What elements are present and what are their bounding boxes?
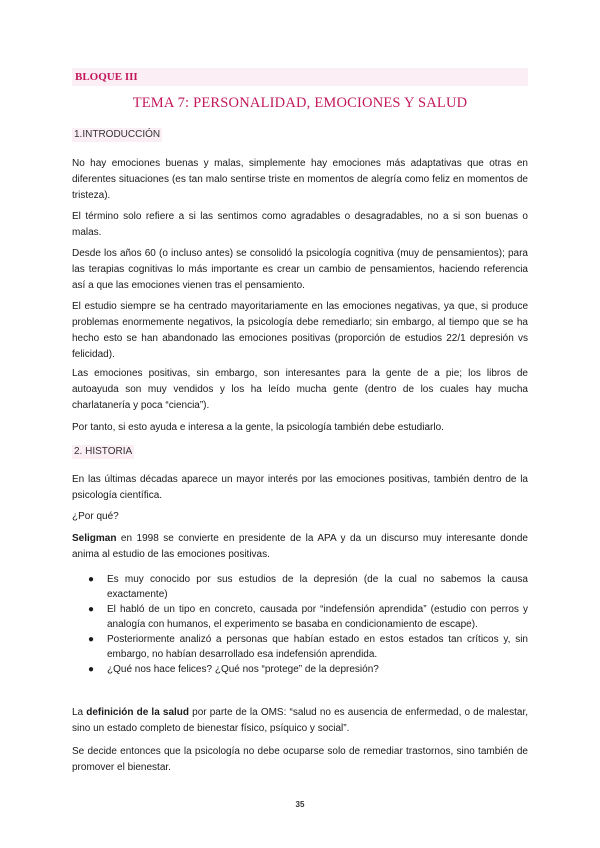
list-item bbox=[72, 633, 528, 662]
list-item bbox=[72, 573, 528, 602]
intro-paragraph-4: El estudio siempre se ha centrado mayoritariamente en las emociones negativas, ya que, si produce problemas enormemente negativos, la psicología debe remediarlo; sin embargo, al tiempo que se ha hecho esto se han abandonado las emociones positivas (proporción de estudios 22/1 depresión vs felicidad). bbox=[72, 301, 528, 360]
bullet-icon: ● bbox=[88, 664, 95, 675]
seligman-bullet-list bbox=[72, 573, 528, 679]
list-item-text: Es muy conocido por sus estudios de la depresión (de la cual no sabemos la causa exactamente) bbox=[107, 574, 528, 600]
intro-paragraph-1: No hay emociones buenas y malas, simplemente hay emociones más adaptativas que otras en diferentes situaciones (es tan malo sentirse triste en momentos de alegría como feliz en momentos de tristeza). bbox=[72, 158, 528, 201]
historia-question: ¿Por qué? bbox=[72, 511, 119, 522]
definition-text: por parte de la OMS: “salud no es ausencia de enfermedad, o de malestar, sino un estado completo de bienestar físico, psíquico y social”. bbox=[72, 707, 529, 734]
list-item-text: Posteriormente analizó a personas que habían estado en estos estados tan críticos y, sin embargo, no habían desarrollado esa indefensión aprendida. bbox=[107, 634, 528, 660]
page-number: 35 bbox=[295, 800, 305, 809]
bullet-icon: ● bbox=[88, 634, 95, 645]
intro-paragraph-5: Las emociones positivas, sin embargo, son interesantes para la gente de a pie; los libros de autoayuda son muy vendidos y los ha leído mucha gente (dentro de los cuales hay mucha charlatanería y poca “ciencia”). bbox=[72, 368, 528, 411]
seligman-name: Seligman bbox=[72, 533, 117, 544]
bullet-icon: ● bbox=[88, 574, 95, 585]
section-heading-historia: 2. HISTORIA bbox=[74, 446, 133, 457]
section-heading-introduccion: 1.INTRODUCCIÓN bbox=[74, 129, 161, 140]
list-item-text: El habló de un tipo en concreto, causada por “indefensión aprendida” (estudio con perros y analogía con humanos, el experimento se basaba en condicionamiento de escape). bbox=[107, 604, 528, 630]
block-header bbox=[72, 68, 528, 86]
seligman-text: en 1998 se convierte en presidente de la APA y da un discurso muy interesante donde anima al estudio de las emociones positivas. bbox=[72, 533, 528, 560]
bullet-icon: ● bbox=[88, 604, 95, 615]
list-item bbox=[72, 603, 528, 632]
closing-paragraph: Se decide entonces que la psicología no debe ocuparse solo de remediar trastornos, sino también de promover el bienestar. bbox=[72, 746, 528, 773]
intro-paragraph-6: Por tanto, si esto ayuda e interesa a la gente, la psicología también debe estudiarlo. bbox=[72, 422, 444, 433]
historia-paragraph-1: En las últimas décadas aparece un mayor interés por las emociones positivas, también dentro de la psicología científica. bbox=[72, 474, 528, 501]
list-item bbox=[72, 663, 528, 678]
definition-paragraph bbox=[72, 705, 528, 737]
block-label: BLOQUE III bbox=[75, 71, 138, 83]
intro-paragraph-3: Desde los años 60 (o incluso antes) se consolidó la psicología cognitiva (muy de pensamientos); para las terapias cognitivas lo más importante es crear un cambio de pensamientos, haciendo referencia así a que las emociones vienen tras el pensamiento. bbox=[72, 248, 528, 291]
seligman-paragraph bbox=[72, 531, 528, 563]
list-item-text: ¿Qué nos hace felices? ¿Qué nos “protege” de la depresión? bbox=[107, 664, 379, 675]
definition-prefix: La bbox=[72, 707, 87, 718]
intro-paragraph-2: El término solo refiere a si las sentimos como agradables o desagradables, no a si son buenas o malas. bbox=[72, 211, 528, 238]
chapter-title: TEMA 7: PERSONALIDAD, EMOCIONES Y SALUD bbox=[132, 95, 468, 111]
definition-term: definición de la salud bbox=[86, 707, 190, 718]
